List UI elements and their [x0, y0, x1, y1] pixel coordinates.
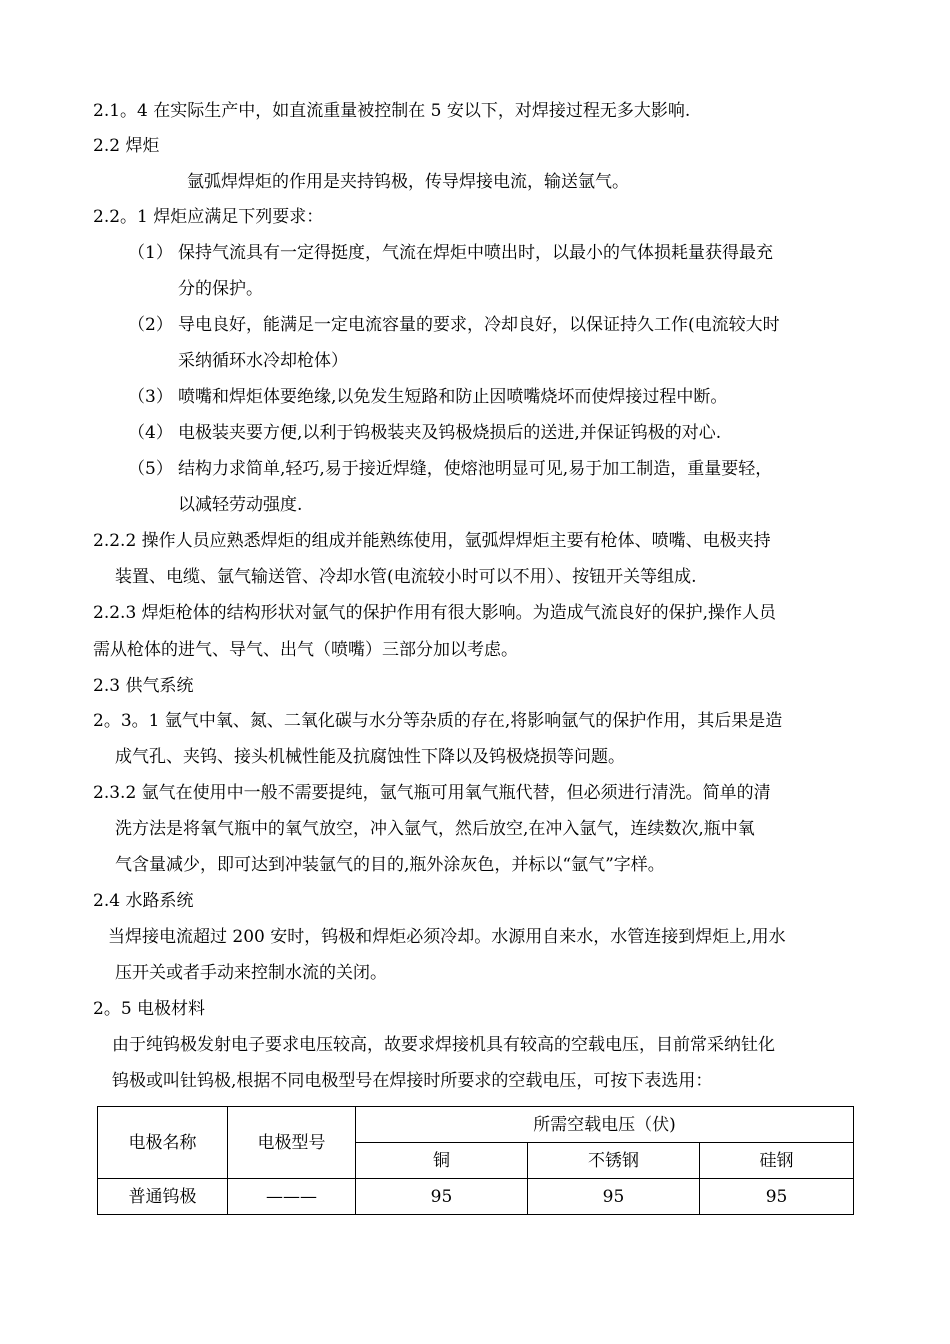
subheader-silicon-steel: 硅钢: [700, 1143, 854, 1179]
paragraph-2-3-2-line: 2.3.2 氩气在使用中一般不需要提纯，氩气瓶可用氧气瓶代替，但必须进行清洗。简单的清: [93, 783, 771, 803]
paragraph-2-3-2-line: 洗方法是将氧气瓶中的氧气放空，冲入氩气，然后放空,在冲入氩气，连续数次,瓶中氧: [115, 819, 755, 839]
paragraph-2-2-1: 2.2。1 焊炬应满足下列要求：: [93, 207, 324, 227]
list-item-text: 分的保护。: [178, 279, 263, 299]
paragraph-2-3-2-line: 气含量减少，即可达到冲装氩气的目的,瓶外涂灰色，并标以“氩气”字样。: [115, 855, 665, 875]
paragraph-2-2-intro: 氩弧焊焊炬的作用是夹持钨极，传导焊接电流，输送氩气。: [187, 172, 629, 192]
cell-electrode-name: 普通钨极: [98, 1179, 228, 1215]
header-electrode-name: 电极名称: [98, 1107, 228, 1179]
list-item-number: （1）: [128, 243, 173, 263]
list-item-number: （3）: [128, 387, 173, 407]
list-item-text: 导电良好，能满足一定电流容量的要求，冷却良好，以保证持久工作(电流较大时: [178, 315, 780, 335]
header-electrode-type: 电极型号: [228, 1107, 356, 1179]
header-required-voltage: 所需空载电压（伏): [356, 1107, 854, 1143]
list-item-text: 以减轻劳动强度.: [178, 495, 303, 515]
paragraph-2-4-line: 当焊接电流超过 200 安时，钨极和焊炬必须冷却。水源用自来水，水管连接到焊炬上,用水: [108, 927, 786, 947]
paragraph-2-1-4: 2.1。4 在实际生产中，如直流重量被控制在 5 安以下，对焊接过程无多大影响.: [93, 101, 691, 121]
subheader-stainless-steel: 不锈钢: [528, 1143, 700, 1179]
paragraph-2-2-3-line: 需从枪体的进气、导气、出气（喷嘴）三部分加以考虑。: [93, 640, 518, 660]
list-item-text: 结构力求简单,轻巧,易于接近焊缝，使熔池明显可见,易于加工制造，重量要轻，: [178, 459, 773, 479]
paragraph-2-3-1-line: 成气孔、夹钨、接头机械性能及抗腐蚀性下降以及钨极烧损等问题。: [115, 747, 625, 767]
list-item-number: （4）: [128, 423, 173, 443]
cell-voltage-silicon: 95: [700, 1179, 854, 1215]
list-item-text: 采纳循环水冷却枪体）: [178, 351, 348, 371]
subheader-copper: 铜: [356, 1143, 528, 1179]
list-item-text: 喷嘴和焊炬体要绝缘,以免发生短路和防止因喷嘴烧坏而使焊接过程中断。: [178, 387, 728, 407]
cell-voltage-stainless: 95: [528, 1179, 700, 1215]
paragraph-2-4-line: 压开关或者手动来控制水流的关闭。: [115, 963, 387, 983]
paragraph-2-3-1-line: 2。3。1 氩气中氧、氮、二氧化碳与水分等杂质的存在,将影响氩气的保护作用，其后果是造: [93, 711, 783, 731]
paragraph-2-2-2-line: 2.2.2 操作人员应熟悉焊炬的组成并能熟练使用，氩弧焊焊炬主要有枪体、喷嘴、电极夹持: [93, 531, 771, 551]
paragraph-2-5-line: 钨极或叫钍钨极,根据不同电极型号在焊接时所要求的空载电压，可按下表选用：: [112, 1071, 713, 1091]
heading-2-2: 2.2 焊炬: [93, 136, 160, 156]
list-item-number: （2）: [128, 315, 173, 335]
list-item-text: 电极装夹要方便,以利于钨极装夹及钨极烧损后的送进,并保证钨极的对心.: [178, 423, 722, 443]
electrode-voltage-table: [97, 1106, 854, 1215]
list-item-text: 保持气流具有一定得挺度，气流在焊炬中喷出时，以最小的气体损耗量获得最充: [178, 243, 773, 263]
list-item-number: （5）: [128, 459, 173, 479]
paragraph-2-5-line: 由于纯钨极发射电子要求电压较高，故要求焊接机具有较高的空载电压，目前常采纳钍化: [112, 1035, 775, 1055]
paragraph-2-2-3-line: 2.2.3 焊炬枪体的结构形状对氩气的保护作用有很大影响。为造成气流良好的保护,操作人员: [93, 603, 777, 623]
heading-2-5: 2。5 电极材料: [93, 999, 206, 1019]
cell-voltage-copper: 95: [356, 1179, 528, 1215]
heading-2-3: 2.3 供气系统: [93, 676, 194, 696]
cell-electrode-type: ———: [228, 1179, 356, 1215]
table-row: [98, 1179, 854, 1215]
paragraph-2-2-2-line: 装置、电缆、氩气输送管、冷却水管(电流较小时可以不用）、按钮开关等组成.: [115, 567, 697, 587]
heading-2-4: 2.4 水路系统: [93, 891, 194, 911]
